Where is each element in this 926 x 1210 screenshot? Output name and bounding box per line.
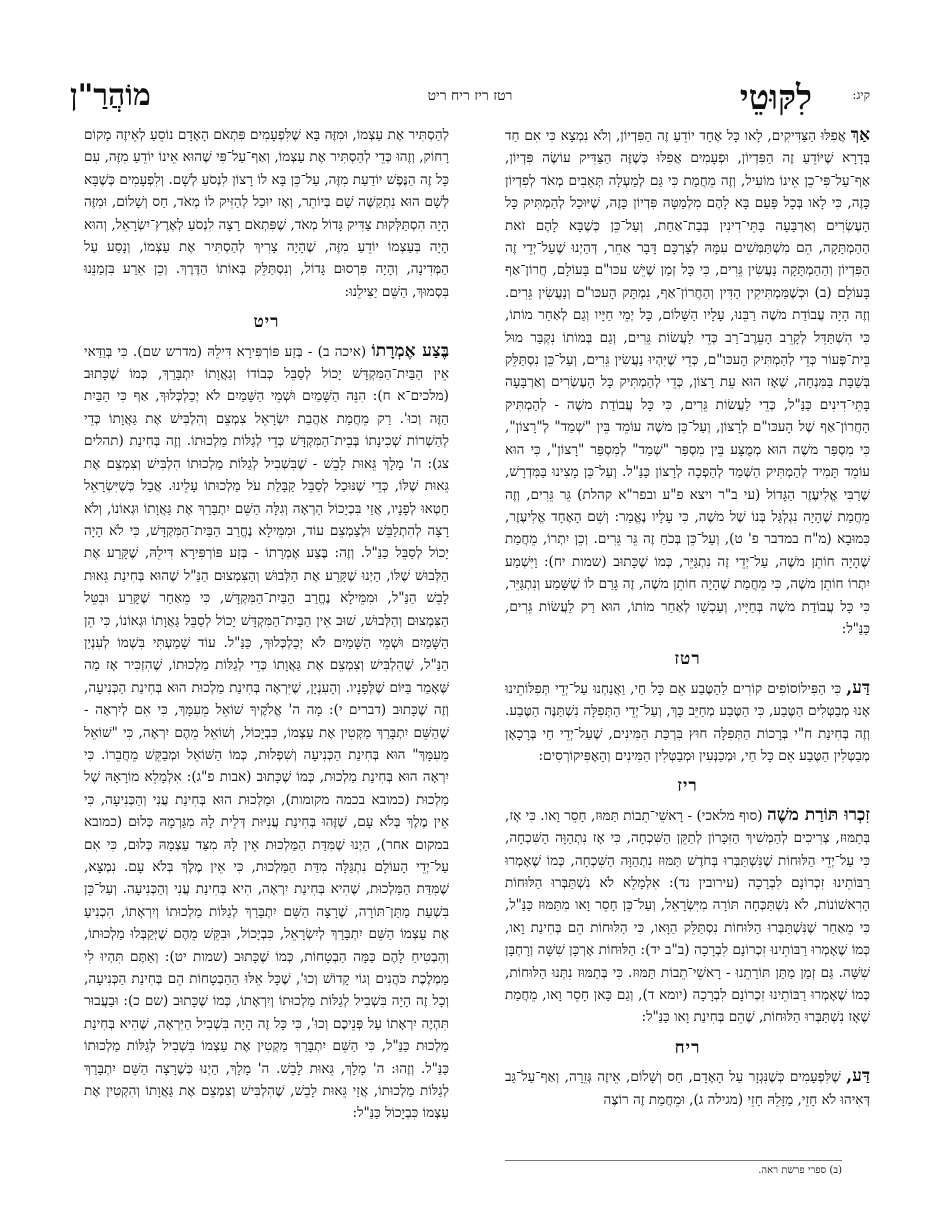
section-heading-217: ריז — [677, 776, 698, 797]
paragraph-218 — [505, 1065, 870, 1111]
section-heading-219: ריט — [253, 312, 280, 333]
opening-word: בֶּצַע אֶמְרָתוֹ — [371, 340, 450, 361]
opening-word: דַּע, — [846, 677, 870, 698]
opening-word: דַּע, — [846, 1066, 871, 1087]
paragraph-215-cont — [505, 124, 870, 640]
book-title-right: לִקּוּטֵי — [739, 78, 812, 118]
left-column — [84, 124, 449, 1125]
page-marker: קיג: — [852, 88, 870, 102]
paragraph-text: כִּי הַפִּילוֹסוֹפִים קוֹרִים לַהַטֶּבַע אֵם כָּל חַי, וַאֲנַחְנוּ עַל־יְדֵי תְּפִלּוֹתֵינוּ אָנוּ מְבַטְּלִים הַטֶּבַע, כִּי הַטֶּבַע מְחַיֵּב כָּךְ, וְעַל־יְדֵי הַתְּפִלָּה נִשְׁתַּנֶּה הַטֶּבַע. וְזֶה בְּחִינַת ח"י בְּרָכוֹת הַתְּפִלָּה חוּץ בִּרְכַּת הַמִּינִים, שֶׁעַל־יְדֵי חַי בְּרָכָאָן מְבַטְּלִין הַטֶּבַע אֵם כָּל חַי, וּמְכַנְּעִין וּמְבַטְּלִין הַמִּינִים וְהָאֶפִּיקוֹרְסִים: — [505, 680, 870, 764]
section-heading-218: ריח — [674, 1037, 701, 1058]
paragraph-216 — [505, 677, 870, 768]
running-header — [70, 78, 870, 118]
paragraph-text: אֲפִלּוּ הַצַּדִּיקִים, לָאו כָּל אֶחָד יוֹדֵעַ זֶה הַפִּדְיוֹן, וְלֹא נִמְצָא כִּי אִם חַד בְּדָרָא שֶׁיּוֹדֵעַ זֶה הַפִּדְיוֹן, וּפְעָמִים אֲפִלּוּ כְּשֶׁזֶּה הַצַּדִּיק עוֹשֶׂה פִּדְיוֹן, אַף־עַל־פִּי־כֵן אֵינוֹ מוֹעִיל, וְזֶה מֵחֲמַת כִּי גַּם לְמַעְלָה תְּאֵבִים מְאֹד לְפִדְיוֹן כָּזֶה, כִּי לָאו בְּכָל פַּעַם בָּא לָהֶם מִלְמַטָּה פִּדְיוֹן כָּזֶה, שֶׁיּוּכַל לְהַמְתִּיק כָּל הָעֶשְׂרִים וְאַרְבָּעָה בָּתֵּי־דִינִין בְּבַת־אַחַת, וְעַל־כֵּן כְּשֶׁבָּא לָהֶם זֹאת הַהַמְתָּקָה, הֵם מִשְׁתַּמְּשִׁים עִמָּהּ לְצָרְכָּם דָּבָר אַחֵר, דְּהַיְנוּ שֶׁעַל־יְדֵי זֶה הַפִּדְיוֹן וְהַהַמְתָּקָה נַעֲשִׂין גֵּרִים, כִּי כָּל זְמַן שֶׁיֵּשׁ עכּו"ם בָּעוֹלָם, חֲרוֹן־אַף בָּעוֹלָם (ב) וּכְשֶׁמַּמְתִּיקִין הַדִּין וְהַחֲרוֹן־אַף, נִמְתָּק הָעכּו"ם וְנַעֲשִׂין גֵּרִים. וְזֶה הָיָה עֲבוֹדַת משֶׁה רַבֵּנוּ, עָלָיו הַשָּׁלוֹם, כָּל יְמֵי חַיָּיו וְגַם לְאַחַר מוֹתוֹ, כִּי הִשְׁתַּדֵּל לְקָרֵב הָעֵרֶב־רַב כְּדֵי לַעֲשׂוֹת גֵּרִים, וְגַם בְּמוֹתוֹ נִקְבַּר מוּל בֵּית־פְּעוֹר כְּדֵי לְהַמְתִּיק הָעכּו"ם, כְּדֵי שֶׁיִּהְיוּ נַעֲשִׂין גֵּרִים, וְעַל־כֵּן נִסְתַּלֵּק בְּשַׁבָּת בַּמִּנְחָה, שֶׁאָז הוּא עֵת רָצוֹן, כְּדֵי לְהַמְתִּיק כָּל הָעֶשְׂרִים וְאַרְבָּעָה בָּתֵּי־דִינִים כַּנַּ"ל, כְּדֵי לַעֲשׂוֹת גֵּרִים, כִּי כָּל עֲבוֹדַת משֶׁה - לְהַמְתִּיק הַחֲרוֹן־אַף שֶׁל הָעכּו"ם לְרָצוֹן, וְעַל־כֵּן משֶׁה עוֹמֵד בֵּין "שְׁמַד" לְ"רָצוֹן", כִּי מִסְפַּר משֶׁה הוּא מְמֻצָּע בֵּין מִסְפַּר "שְׁמַד" לְמִסְפַּר "רָצוֹן", כִּי הוּא עוֹמֵד תָּמִיד לְהַמְתִּיק הַשְּׁמַד לְהַפְכָה לְרָצוֹן כַּנַּ"ל. וְעַל־כֵּן מָצִינוּ בַּמִּדְרָשׁ, שֶׁרַבִּי אֱלִיעֶזֶר הַגָּדוֹל (עי ב"ר ויצא פ"ע ובפר"א קהלת) גֵּר גֵּרִים, וְזֶה מֵחֲמַת שֶׁהָיָה נִגְלְגַּל בְּנוֹ שֶׁל משֶׁה, כִּי עָלָיו נֶאֱמַר: וְשֵׁם הָאֶחָד אֱלִיעֶזֶר, כִּמוּבָא (מ"ח במדבר פ' ט), וְעַל־כֵּן בְּכֹחַ זֶה גֵּר גֵּרִים. וְכֵן יִתְרוֹ, מֵחֲמַת שֶׁהָיָה חוֹתֵן משֶׁה, עַל־יְדֵי זֶה נִתְגַּיֵּר, כְּמוֹ שֶׁכָּתוּב (שמות יח): וַיִּשְׁמַע יִתְרוֹ חוֹתֵן משֶׁה, כִּי מֵחֲמַת שֶׁהָיָה חוֹתֵן משֶׁה, זֶה גָּרַם לוֹ שֶׁשָּׁמַע וְנִתְגַּיֵּר, כִּי כָּל עֲבוֹדַת משֶׁה בְּחַיָּיו, וְעַכְשָׁו לְאַחַר מוֹתוֹ, הוּא רַק לַעֲשׂוֹת גֵּרִים, כַּנַּ"ל: — [505, 128, 870, 637]
paragraph-text: (סוף מלאכי) - רָאשֵׁי־תֵבוֹת תַּמּוּז, חָסֵר וָאו. כִּי אָז, בְּתַמּוּז, צְרִיכִים לְהַמְשִׁיךְ הַזִּכָּרוֹן לְתַקֵּן הַשִּׁכְחָה, כִּי אָז נִתְהַוָּה הַשִּׁכְחָה, כִּי עַל־יְדֵי הַלּוּחוֹת שֶׁנִּשְׁתַּבְּרוּ בְּחֹדֶשׁ תַּמּוּז נִתְהַוָּה הַשִּׁכְחָה, כְּמוֹ שֶׁאָמְרוּ רַבּוֹתֵינוּ זִכְרוֹנָם לִבְרָכָה (עירובין נד): אִלְמָלֵא לֹא נִשְׁתַּבְּרוּ הַלּוּחוֹת הָרִאשׁוֹנוֹת, לֹא נִשְׁתַּכְּחָה תּוֹרָה מִיִּשְׂרָאֵל, וְעַל־כֵּן חָסֵר וָאו מִתַּמּוּז כַּנַּ"ל, כִּי מֵאַחַר שֶׁנִּשְׁתַּבְּרוּ הַלּוּחוֹת נִסְתַּלֵּק הַוָּאו, כִּי הַלּוּחוֹת הֵם בְּחִינַת וָאו, כְּמוֹ שֶׁאָמְרוּ רַבּוֹתֵינוּ זִכְרוֹנָם לִבְרָכָה (ב"ב יד): הַלּוּחוֹת אָרְכָּן שִׁשָּׁה וְרָחְבָּן שִׁשָּׁה. גַּם זְמַן מַתַּן תּוֹרָתֵנוּ - רָאשֵׁי־תֵבוֹת תַּמּוּז. כִּי בְּתַמּוּז נִתְּנוּ הַלּוּחוֹת, כְּמוֹ שֶׁאָמְרוּ רַבּוֹתֵינוּ זִכְרוֹנָם לִבְרָכָה (יומא ד), וְגַם כָּאן חָסֵר וָאו, מֵחֲמַת שֶׁאָז נִשְׁתַּבְּרוּ הַלּוּחוֹת, שֶׁהֵם בְּחִינַת וָאו כַּנַּ"ל: — [505, 807, 870, 1026]
opening-word: זִכְרוּ תּוֹרַת משֶׁה — [766, 804, 870, 825]
paragraph-text: (איכה ב) - בְּזַע פּוֹרְפִּירָא דִּילֵהּ (מדרש שם). כִּי בְּוַדַּאי אֵין הַבַּיִת־הַמִּקְדָּשׁ יָכוֹל לְסַבֵּל כְּבוֹדוֹ וְגַאֲוָתוֹ יִתְבָּרַךְ, כְּמוֹ שֶׁכָּתוּב (מלכים־א ח): הִנֵּה הַשָּׁמַיִם וּשְׁמֵי הַשָּׁמַיִם לֹא יְכַלְכְּלוּךָ, אַף כִּי הַבַּיִת הַזֶּה וְכוּ'. רַק מֵחֲמַת אַהֲבַת יִשְׂרָאֵל צִמְצֵם וְהִלְבִּישׁ אֶת גַּאֲוָתוֹ כְּדֵי לְהַשְׁרוֹת שְׁכִינָתוֹ בְּבֵית־הַמִּקְדָּשׁ כְּדֵי לְגַלּוֹת מַלְכוּתוֹ. וְזֶה בְּחִינַת (תהלים צג): ה' מָלָךְ גֵּאוּת לָבֵשׁ - שֶׁבִּשְׁבִיל לְגַלּוֹת מַלְכוּתוֹ הִלְבִּישׁ וְצִמְצֵם אֶת גֵּאוּת שֶׁלּוֹ, כְּדֵי שֶׁנּוּכַל לְסַבֵּל קַבָּלַת עֹל מַלְכוּתוֹ עָלֵינוּ. אֲבָל כְּשֶׁיִּשְׂרָאֵל חָטְאוּ לְפָנָיו, אֲזַי בִּכְיָכוֹל הַרְאָה וְגִלָּה הַשֵּׁם יִתְבָּרַךְ אֶת גַּאֲוָתוֹ וּגְאוֹנוֹ, וְלֹא רָצָה לְהִתְלַבֵּשׁ וּלְצַמְצֵם עוֹד, וּמִמֵּילָא נֶחֱרַב הַבַּיִת־הַמִּקְדָּשׁ, כִּי לֹא הָיָה יָכוֹל לְסַבֵּל כַּנַּ"ל. וְזֶה: בֶּצַע אֶמְרָתוֹ - בְּזַע פּוֹרְפִּירָא דִּילֵהּ, שֶׁקָּרַע אֶת הַלְּבוּשׁ שֶׁלּוֹ, הַיְנוּ שֶׁקָּרַע אֶת הַלְּבוּשׁ וְהַצִּמְצוּם הַנַּ"ל שֶׁהוּא בְּחִינַת גֵּאוּת לָבֵשׁ הַנַּ"ל, וּמִמֵּילָא נֶחֱרַב הַבַּיִת־הַמִּקְדָּשׁ, כִּי מֵאַחַר שֶׁקָּרַע וּבִטֵּל הַצִּמְצוּם וְהַלְּבוּשׁ, שׁוּב אֵין הַבַּיִת־הַמִּקְדָּשׁ יָכוֹל לְסַבֵּל גַּאֲוָתוֹ וּגְאוֹנוֹ, כִּי הֵן הַשָּׁמַיִם וּשְׁמֵי הַשָּׁמַיִם לֹא יְכַלְכְּלוּךָ, כַּנַּ"ל. עוֹד שָׁמַעְתִּי בִּשְׁמוֹ לְעִנְיַן הַנַּ"ל, שֶׁהִלְבִּישׁ וְצִמְצֵם אֶת גַּאֲוָתוֹ כְּדֵי לְגַלּוֹת מַלְכוּתוֹ, שֶׁהִזְכִּיר אָז מַה שֶּׁאָמַר בַּיּוֹם שֶׁלְּפָנָיו. וְהָעִנְיָן, שֶׁיִּרְאָה בְּחִינַת מַלְכוּת הוּא בְּחִינַת הַכְּנִיעָה, וְזֶה שֶׁכָּתוּב (דברים י): מָה ה' אֱלֹקֶיךָ שׁוֹאֵל מֵעִמָּךְ, כִּי אִם לְיִרְאָה - שֶׁהַשֵּׁם יִתְבָּרַךְ מַקְטִין אֶת עַצְמוֹ, כִּבְיָכוֹל, וְשׁוֹאֵל מֵהֶם יִרְאָה, כִּי "שׁוֹאֵל מֵעִמָּךְ" הוּא בְּחִינַת הַכְּנִיעָה וְשִׁפְלוּת, כְּמוֹ הַשּׁוֹאֵל וּמְבַקֵּשׁ מֵחֲבֵרוֹ. כִּי יִרְאָה הוּא בְּחִינַת מַלְכוּת, כְּמוֹ שֶׁכָּתוּב (אבות פ"ג): אִלְמָלֵא מוֹרָאָהּ שֶׁל מַלְכוּת (כמובא בכמה מקומות), וּמַלְכוּת הוּא בְּחִינַת עֲנִי וְהַכְּנִיעָה, כִּי אֵין מֶלֶךְ בְּלֹא עָם, שֶׁזֶּהוּ בְּחִינַת עֲנִיּוּת דְּלֵית לָהּ מִגַּרְמָהּ כְּלוּם (כמובא במקום אחר), הַיְנוּ שֶׁמִּדַּת הַמַּלְכוּת אֵין לָהּ מִצַּד עַצְמָהּ כְּלוּם, כִּי אִם עַל־יְדֵי הָעוֹלָם נִתְגַּלָּה מִדַּת הַמַּלְכוּת, כִּי אֵין מֶלֶךְ בְּלֹא עָם. נִמְצָא, שֶׁמִּדַּת הַמַּלְכוּת, שֶׁהִיא בְּחִינַת יִרְאָה, הִיא בְּחִינַת עֲנִי וְהַכְּנִיעָה. וְעַל־כֵּן בִּשְׁעַת מַתַּן־תּוֹרָה, שֶׁרָצָה הַשֵּׁם יִתְבָּרַךְ לְגַלּוֹת מַלְכוּתוֹ וְיִרְאָתוֹ, הִכְנִיעַ אֶת עַצְמוֹ הַשֵּׁם יִתְבָּרַךְ לְיִשְׂרָאֵל, כִּבְיָכוֹל, וּבִקֵּשׁ מֵהֶם שֶׁיְּקַבְּלוּ מַלְכוּתוֹ, וְהִבְטִיחַ לָהֶם כַּמָּה הַבְטָחוֹת, כְּמוֹ שֶׁכָּתוּב (שמות יט): וְאַתֶּם תִּהְיוּ לִי מַמְלֶכֶת כֹּהֲנִים וְגוֹי קָדוֹשׁ וְכוּ', שֶׁכָּל אֵלּוּ הַהַבְטָחוֹת הֵם בְּחִינַת הַכְּנִיעָה, וְכָל זֶה הָיָה בִּשְׁבִיל לְגַלּוֹת מַלְכוּתוֹ וְיִרְאָתוֹ, כְּמוֹ שֶׁכָּתוּב (שם כ): וּבַעֲבוּר תִּהְיֶה יִרְאָתוֹ עַל פְּנֵיכֶם וְכוּ', כִּי כָּל זֶה הָיָה בִּשְׁבִיל הַיִּרְאָה, שֶׁהִיא בְּחִינַת מַלְכוּת כַּנַּ"ל, כִּי הַשֵּׁם יִתְבָּרַךְ מַקְטִין אֶת עַצְמוֹ בִּשְׁבִיל לְגַלּוֹת מַלְכוּתוֹ כַּנַּ"ל. וְזֶהוּ: ה' מָלָךְ, גֵּאוּת לָבֵשׁ. ה' מָלָךְ, הַיְנוּ כְּשֶׁרָצָה הַשֵּׁם יִתְבָּרַךְ לְגַלּוֹת מַלְכוּתוֹ, אֲזַי גֵּאוּת לָבֵשׁ, שֶׁהִלְבִּישׁ וְצִמְצֵם אֶת גַּאֲוָתוֹ וְהִקְטִין אֶת עַצְמוֹ כִּבְיָכוֹל כַּנַּ"ל: — [84, 343, 449, 1122]
right-column — [505, 124, 870, 1111]
book-title-left: מוֹהֲרַ"ן — [70, 78, 151, 113]
paragraph-218-cont: לְהַסְתִּיר אֶת עַצְמוֹ, וּמִזֶּה בָּא שֶׁלִּפְעָמִים פִּתְאֹם הָאָדָם נוֹסֵעַ לְאֵיזֶה מָקוֹם רָחוֹק, וְזֶהוּ כְּדֵי לְהַסְתִּיר אֶת עַצְמוֹ, וְאַף־עַל־פִּי שֶׁהוּא אֵינוֹ יוֹדֵעַ מִזֶּה, עִם כָּל זֶה הַנֶּפֶשׁ יוֹדַעַת מִזֶּה, עַל־כֵּן בָּא לוֹ רָצוֹן לִנְסֹעַ לְשָׁם. וְלִפְעָמִים כְּשֶׁבָּא לְשָׁם הוּא נִתְקַשֶּׁה שָׁם בְּיוֹתֵר, וְאָז יוּכַל לְהַזִּיק לוֹ מְאֹד, חַס וְשָׁלוֹם, וּמִזֶּה הָיָה הִסְתַּלְּקוּת צַדִּיק גָּדוֹל מְאֹד, שֶׁפִּתְאֹם רָצָה לִנְסֹעַ לְאֶרֶץ־יִשְׂרָאֵל, וְהוּא הָיָה בְּעַצְמוֹ יוֹדֵעַ מִזֶּה, שֶׁהָיָה צָרִיךְ לְהַסְתִּיר אֶת עַצְמוֹ, וְנָסַע עַל הַמְּדִינָה, וְהָיָה פִּרְסוּם גָּדוֹל, וְנִסְתַּלֵּק בְּאוֹתוֹ הַדֶּרֶךְ. וְכֵן אֵרַע בִּזְמַנֵּנוּ בִּסְמוּךְ, הַשֵּׁם יַצִּילֵנוּ: — [84, 127, 449, 300]
paragraph-219 — [84, 340, 449, 1125]
section-refs: רטז ריז ריח ריט — [427, 88, 513, 104]
footnote: (ב) ספרי פרשת ראה. — [505, 1160, 842, 1176]
section-heading-216: רטז — [674, 649, 701, 670]
paragraph-217 — [505, 804, 870, 1029]
opening-word: אַךְ — [850, 125, 870, 145]
paragraph-text: שֶׁלִּפְעָמִים כְּשֶׁנִּגְזָר עַל הָאָדָם, חַס וְשָׁלוֹם, אֵיזֶה גְּזֵרָה, וְאַף־עַל־גַּב דְּאִיהוּ לֹא חָזֵי, מַזָּלֵהּ חָזֵי (מגילה ג), וּמֵחֲמַת זֶה רוֹצֶה — [505, 1069, 870, 1108]
